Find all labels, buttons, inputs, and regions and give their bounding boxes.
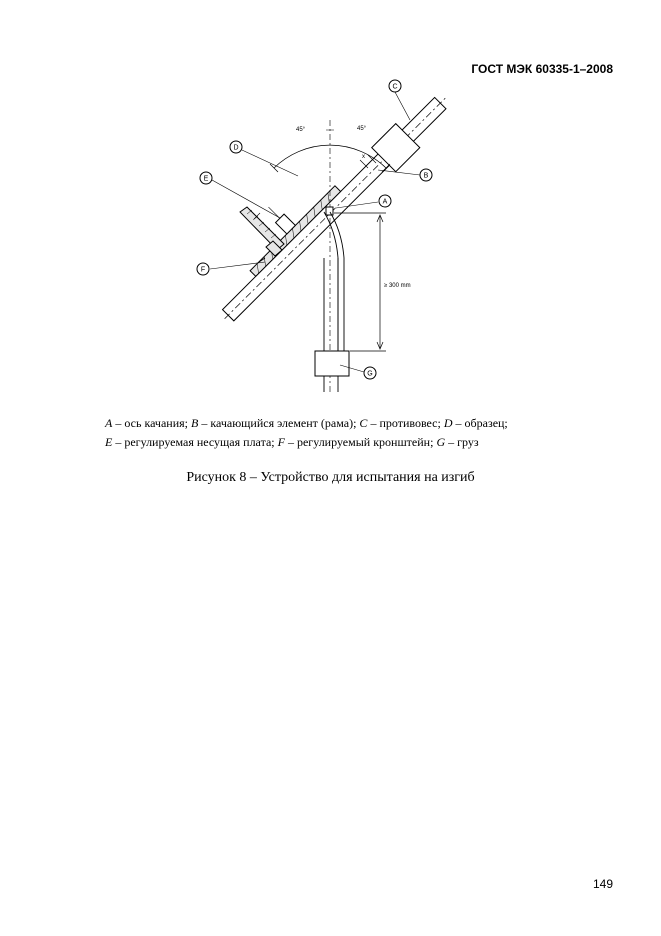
legend-text: – противовес; — [367, 416, 444, 430]
legend-key: C — [359, 416, 368, 430]
dimension-x-label: x — [362, 154, 365, 160]
legend-text: – образец; — [452, 416, 508, 430]
figure-legend — [105, 414, 575, 452]
legend-line-2 — [105, 433, 575, 452]
label-b: B — [423, 172, 429, 180]
pendulum-rod — [324, 212, 344, 352]
swinging-frame — [195, 78, 455, 331]
legend-key: D — [443, 416, 453, 430]
legend-key: A — [105, 416, 113, 430]
label-c: C — [392, 83, 398, 91]
legend-text: – качающийся элемент (рама); — [198, 416, 360, 430]
legend-text: – ось качания; — [112, 416, 191, 430]
standard-header: ГОСТ МЭК 60335-1–2008 — [471, 62, 613, 76]
label-g: G — [367, 370, 373, 378]
figure-caption: Рисунок 8 – Устройство для испытания на изгиб — [186, 470, 475, 485]
weight — [315, 351, 349, 376]
adjustable-bracket — [240, 207, 284, 262]
bending-test-figure — [195, 78, 455, 398]
legend-text: – регулируемый кронштейн; — [284, 435, 437, 449]
legend-key: G — [436, 435, 446, 449]
legend-text: – груз — [445, 435, 479, 449]
legend-key: E — [105, 435, 113, 449]
figure-drawing — [195, 78, 455, 398]
legend-line-1 — [105, 414, 575, 433]
label-a: A — [382, 198, 388, 206]
angle-right-label: 45° — [357, 126, 367, 132]
angle-left-label: 45° — [296, 127, 306, 133]
pivot-axis — [326, 207, 333, 215]
legend-key: F — [277, 435, 285, 449]
legend-key: B — [191, 416, 199, 430]
page-number: 149 — [592, 877, 613, 891]
label-e: E — [203, 175, 209, 183]
label-f: F — [200, 266, 206, 274]
legend-text: – регулируемая несущая плата; — [112, 435, 278, 449]
height-dimension — [334, 213, 386, 351]
label-d: D — [233, 144, 239, 152]
dimension-height-label: ≥ 300 mm — [384, 283, 411, 289]
